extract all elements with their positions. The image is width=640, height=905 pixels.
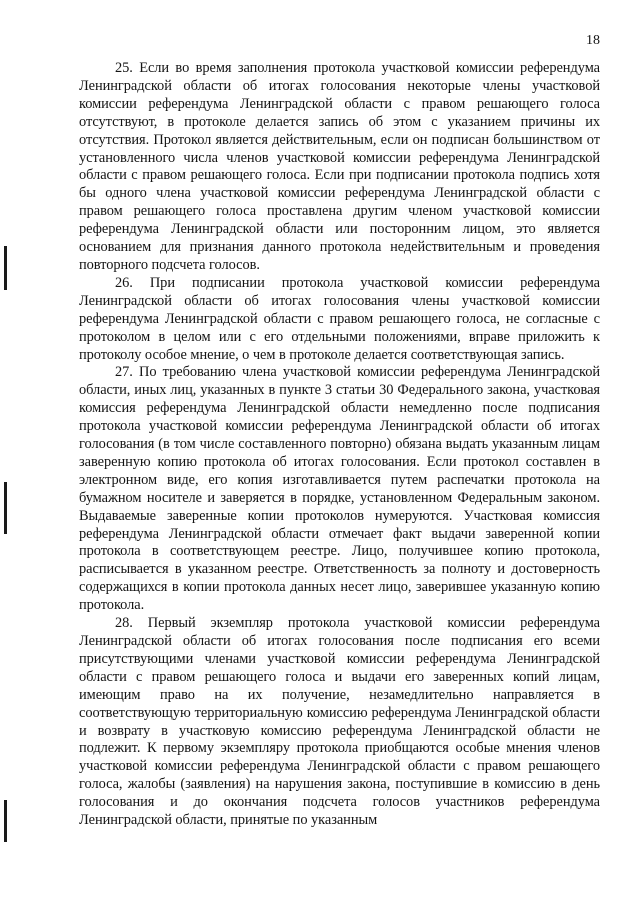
margin-scan-mark	[4, 482, 7, 534]
margin-scan-mark	[4, 246, 7, 290]
paragraph-27: 27. По требованию члена участковой комиссии референдума Ленинградской области, иных лиц, указанных в пункте 3 статьи 30 Федерального закона, участковая комиссия референдума Ленинградской области немедленно после подписания протокола участковой комиссии референдума Ленинградской области об итогах голосования (в том числе составленного повторно) обязана выдать указанным лицам заверенную копию протокола об итогах голосования. Если протокол составлен в электронном виде, его копия изготавливается путем распечатки протокола на бумажном носителе и заверяется в порядке, установленном Федеральным законом. Выдаваемые заверенные копии протоколов нумеруются. Участковая комиссия референдума Ленинградской области отмечает факт выдачи заверенной копии протокола в соответствующем реестре. Лицо, получившее копию протокола, расписывается в указанном реестре. Ответственность за полноту и достоверность содержащихся в копии протокола данных несет лицо, заверившее указанную копию протокола.	[79, 364, 600, 614]
paragraph-28: 28. Первый экземпляр протокола участковой комиссии референдума Ленинградской области об итогах голосования после подписания его всеми присутствующими членами участковой комиссии референдума Ленинградской области с правом решающего голоса и выдачи его заверенных копий лицам, имеющим право на их получение, незамедлительно направляется в соответствующую территориальную комиссию референдума Ленинградской области и возврату в участковую комиссию референдума Ленинградской области не подлежит. К первому экземпляру протокола приобщаются особые мнения членов участковой комиссии референдума Ленинградской области с правом решающего голоса, жалобы (заявления) на нарушения закона, поступившие в комиссию в день голосования и до окончания подсчета голосов участников референдума Ленинградской области, принятые по указанным	[79, 615, 600, 829]
document-body	[79, 60, 600, 830]
paragraph-25: 25. Если во время заполнения протокола участковой комиссии референдума Ленинградской области об итогах голосования некоторые члены участковой комиссии референдума Ленинградской области с правом решающего голоса отсутствуют, в протоколе делается запись об этом с указанием причины их отсутствия. Протокол является действительным, если он подписан большинством от установленного числа членов участковой комиссии референдума Ленинградской области с правом решающего голоса. Если при подписании протокола подпись хотя бы одного члена участковой комиссии референдума Ленинградской области с правом решающего голоса проставлена другим членом участковой комиссии референдума Ленинградской области или посторонним лицом, это является основанием для признания данного протокола недействительным и проведения повторного подсчета голосов.	[79, 60, 600, 273]
page-number: 18	[586, 33, 600, 48]
paragraph-26: 26. При подписании протокола участковой комиссии референдума Ленинградской области об итогах голосования члены участковой комиссии референдума Ленинградской области с правом решающего голоса, не согласные с протоколом в целом или с его отдельными положениями, вправе приложить к протоколу особое мнение, о чем в протоколе делается соответствующая запись.	[79, 274, 600, 363]
margin-scan-mark	[4, 800, 7, 842]
